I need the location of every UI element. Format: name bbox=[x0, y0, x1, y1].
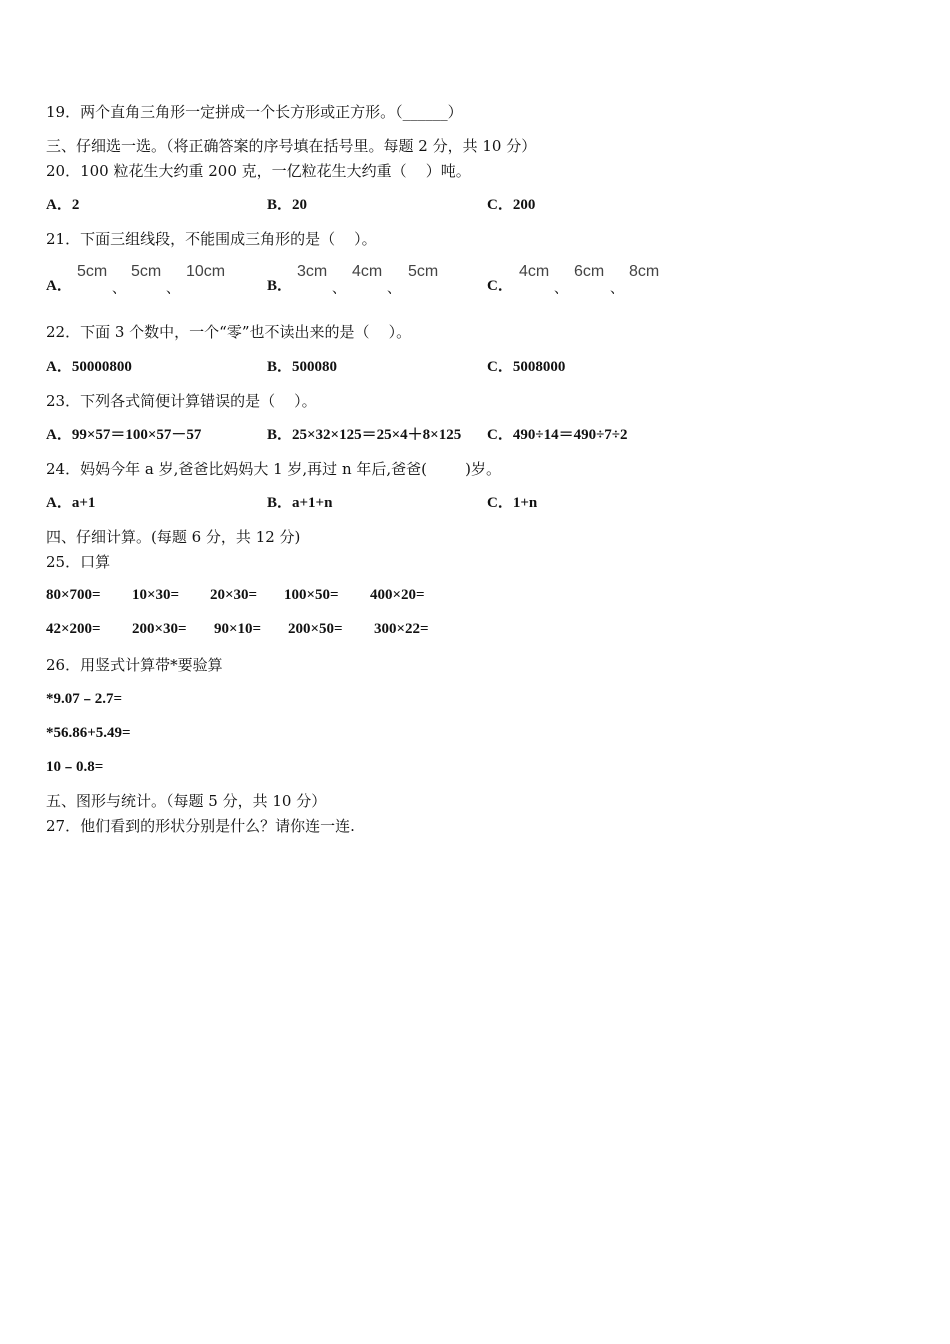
q20-option-a: A．2 bbox=[46, 197, 80, 213]
section-5-title: 五、图形与统计。（每题 5 分，共 10 分） bbox=[46, 792, 327, 810]
q21-a-segment-1: 5cm bbox=[77, 263, 108, 280]
q25-item: 20×30= bbox=[210, 587, 258, 603]
q21-option-c-label: C． bbox=[487, 278, 513, 294]
q21-a-segment-2: 5cm bbox=[131, 263, 162, 280]
q21-b-segment-3: 5cm bbox=[408, 263, 439, 280]
q21-a-separator-2: 、 bbox=[166, 281, 180, 297]
q21-b-segment-1: 3cm bbox=[297, 263, 328, 280]
q22-option-a: A．50000800 bbox=[46, 359, 132, 375]
q21-c-separator-1: 、 bbox=[554, 281, 568, 297]
q24-option-c: C．1+n bbox=[487, 495, 538, 511]
q22-option-b: B．500080 bbox=[267, 359, 338, 375]
q25-item: 400×20= bbox=[370, 587, 425, 603]
q21-c-separator-2: 、 bbox=[610, 281, 624, 297]
q21-b-segment-2: 4cm bbox=[352, 263, 383, 280]
question-27: 27．他们看到的形状分别是什么？请你连一连. bbox=[46, 817, 355, 835]
q21-c-segment-3: 8cm bbox=[629, 263, 660, 280]
q24-option-a: A．a+1 bbox=[46, 495, 96, 511]
q21-option-a-label: A． bbox=[46, 278, 72, 294]
q21-c-segment-2: 6cm bbox=[574, 263, 605, 280]
q21-option-b-label: B． bbox=[267, 278, 293, 294]
section-4-title: 四、仔细计算。(每题 6 分，共 12 分) bbox=[46, 528, 301, 546]
q24-option-b: B．a+1+n bbox=[267, 495, 333, 511]
q25-item: 80×700= bbox=[46, 587, 101, 603]
question-24-stem: 24．妈妈今年 a 岁,爸爸比妈妈大 1 岁,再过 n 年后,爸爸( )岁。 bbox=[46, 460, 501, 478]
q21-a-separator-1: 、 bbox=[112, 281, 126, 297]
q25-item: 90×10= bbox=[214, 621, 262, 637]
q21-c-segment-1: 4cm bbox=[519, 263, 550, 280]
q25-item: 10×30= bbox=[132, 587, 180, 603]
question-25-title: 25．口算 bbox=[46, 553, 111, 571]
q26-expression-1: *9.07﹣2.7= bbox=[46, 691, 123, 707]
question-21-stem: 21．下面三组线段，不能围成三角形的是（ ）。 bbox=[46, 230, 377, 248]
q26-expression-3: 10﹣0.8= bbox=[46, 759, 104, 775]
question-20-stem: 20．100 粒花生大约重 200 克，一亿粒花生大约重（ ）吨。 bbox=[46, 162, 471, 180]
q23-option-c: C．490÷14＝490÷7÷2 bbox=[487, 427, 628, 443]
q23-option-a: A．99×57＝100×57－57 bbox=[46, 427, 202, 443]
question-19: 19．两个直角三角形一定拼成一个长方形或正方形。（______） bbox=[46, 103, 463, 121]
q23-option-b: B．25×32×125＝25×4＋8×125 bbox=[267, 427, 462, 443]
q21-b-separator-2: 、 bbox=[387, 281, 401, 297]
question-23-stem: 23．下列各式简便计算错误的是（ ）。 bbox=[46, 392, 317, 410]
q21-b-separator-1: 、 bbox=[332, 281, 346, 297]
q25-item: 100×50= bbox=[284, 587, 339, 603]
q26-expression-2: *56.86+5.49= bbox=[46, 725, 131, 741]
q25-item: 200×30= bbox=[132, 621, 187, 637]
question-22-stem: 22．下面 3 个数中，一个“零”也不读出来的是（ ）。 bbox=[46, 323, 412, 341]
q20-option-b: B．20 bbox=[267, 197, 308, 213]
q20-option-c: C．200 bbox=[487, 197, 536, 213]
q21-a-segment-3: 10cm bbox=[186, 263, 226, 280]
q25-item: 300×22= bbox=[374, 621, 429, 637]
question-26-title: 26．用竖式计算带*要验算 bbox=[46, 656, 223, 674]
section-3-title: 三、仔细选一选。（将正确答案的序号填在括号里。每题 2 分，共 10 分） bbox=[46, 137, 537, 155]
q25-item: 200×50= bbox=[288, 621, 343, 637]
q25-item: 42×200= bbox=[46, 621, 101, 637]
q22-option-c: C．5008000 bbox=[487, 359, 566, 375]
